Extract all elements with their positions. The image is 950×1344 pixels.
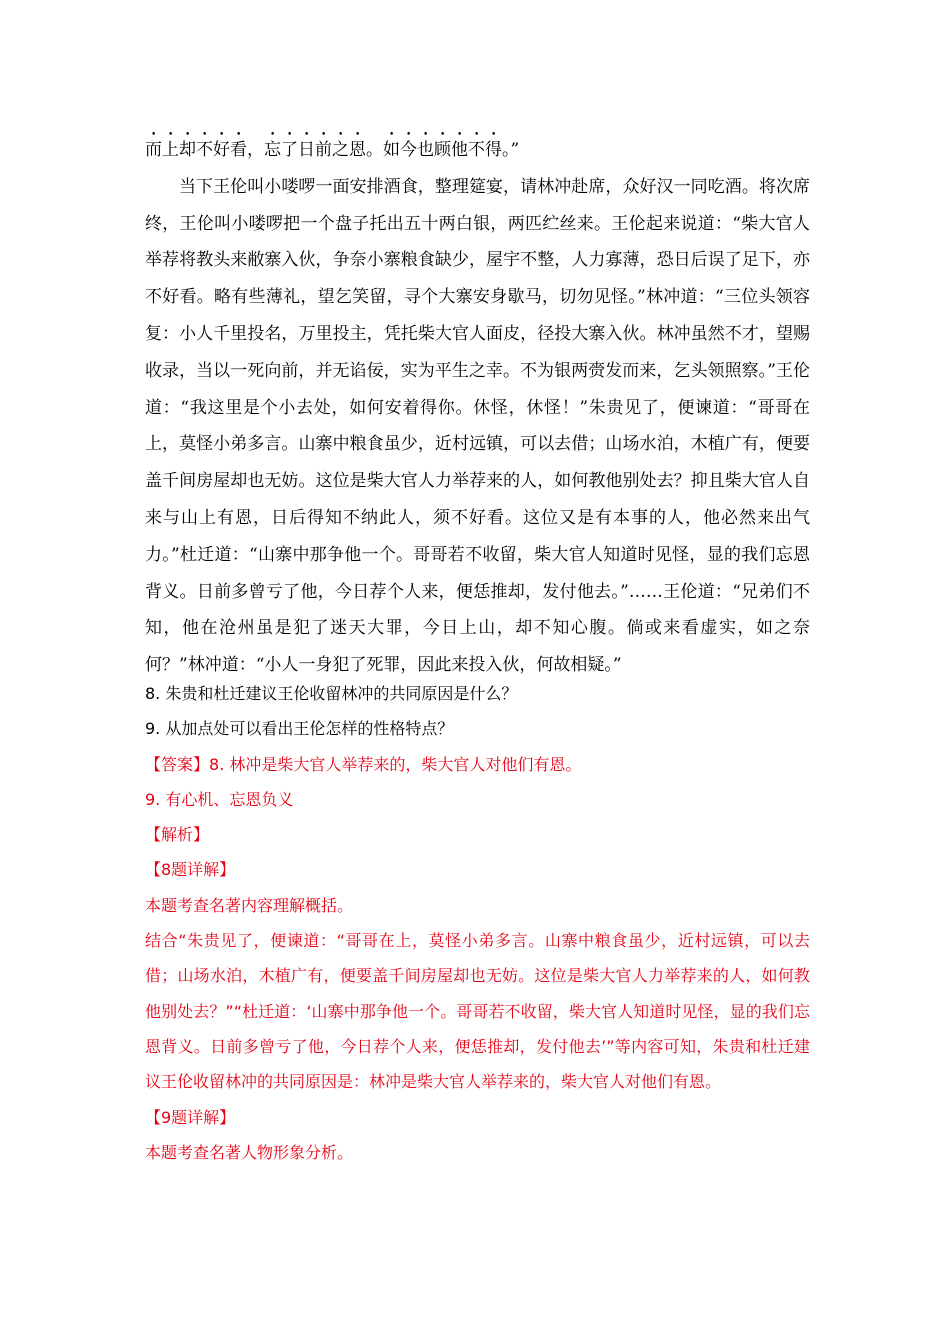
q8-detail-heading: 【8题详解】 [145, 860, 236, 880]
dotted-phrase-2: 忘了日前之恩 [264, 140, 366, 160]
punct-3: 。” [502, 140, 520, 160]
q8-detail-intro: 本题考查名著内容理解概括。 [145, 895, 354, 915]
answer-8 [145, 747, 810, 782]
dotted-phrase-3: 如今也顾他不得 [383, 140, 502, 160]
passage [145, 130, 810, 684]
passage-paragraph: 当下王伦叫小喽啰一面安排酒食，整理筵宴，请林冲赴席，众好汉一同吃酒。将次席终，王伦叫小喽啰把一个盘子托出五十两白银，两匹纻丝来。王伦起来说道：“柴大官人举荐将教头来敝寨入伙，争奈小寨粮食缺少，屋宇不整，人力寡薄，恐日后误了足下，亦不好看。略有些薄礼，望乞笑留，寻个大寨安身歇马，切勿见怪。”林冲道：“三位头领容复：小人千里投名，万里投主，凭托柴大官人面皮，径投大寨入伙。林冲虽然不才，望赐收录，当以一死向前，并无谄佞，实为平生之幸。不为银两赍发而来，乞头领照察。”王伦道：“我这里是个小去处，如何安着得你。休怪，休怪！”朱贵见了，便谏道：“哥哥在上，莫怪小弟多言。山寨中粮食虽少，近村远镇，可以去借；山场水泊，木植广有，便要盖千间房屋却也无妨。这位是柴大官人力举荐来的人，如何教他别处去？抑且柴大官人自来与山上有恩，日后得知不纳此人，须不好看。这位又是有本事的人，他必然来出气力。”杜迁道：“山寨中那争他一个。哥哥若不收留，柴大官人知道时见怪，显的我们忘恩背义。日前多曾亏了他，今日荐个人来，便恁推却，发付他去。”……王伦道：“兄弟们不知，他在沧州虽是犯了迷天大罪，今日上山，却不知心腹。倘或来看虚实，如之奈何？”林冲道：“小人一身犯了死罪，因此来投入伙，何故相疑。” [145, 176, 810, 676]
question-8: 8. 朱贵和杜迁建议王伦收留林冲的共同原因是什么？ [145, 684, 518, 703]
question-9: 9. 从加点处可以看出王伦怎样的性格特点？ [145, 719, 454, 739]
answer-8-text: 8. 林冲是柴大官人举荐来的，柴大官人对他们有恩。 [209, 754, 582, 774]
q8-detail-body: 结合“朱贵见了，便谏道：“哥哥在上，莫怪小弟多言。山寨中粮食虽少，近村远镇，可以去借；山场水泊，木植广有，便要盖千间房屋却也无妨。这位是柴大官人力举荐来的人，如何教他别处去？”“杜迁道：‘山寨中那争他一个。哥哥若不收留，柴大官人知道时见怪，显的我们忘恩背义。日前多曾亏了他，今日荐个人来，便恁推却，发付他去’”等内容可知，朱贵和杜迁建议王伦收留林冲的共同原因是：林冲是柴大官人举荐来的，柴大官人对他们有恩。 [145, 931, 810, 1092]
q9-detail-heading: 【9题详解】 [145, 1107, 236, 1127]
punct-2: 。 [366, 140, 383, 160]
analysis-label: 【解析】 [145, 825, 210, 845]
questions-and-answers [145, 676, 810, 1170]
answer-9: 9. 有心机、忘恩负义 [145, 789, 294, 809]
q9-detail-intro: 本题考查名著人物形象分析。 [145, 1142, 354, 1162]
answer-label: 【答案】 [145, 754, 210, 774]
passage-line-dotted [145, 130, 810, 169]
dotted-phrase-1: 而上却不好看 [145, 140, 247, 160]
punct-1: ， [247, 140, 264, 160]
